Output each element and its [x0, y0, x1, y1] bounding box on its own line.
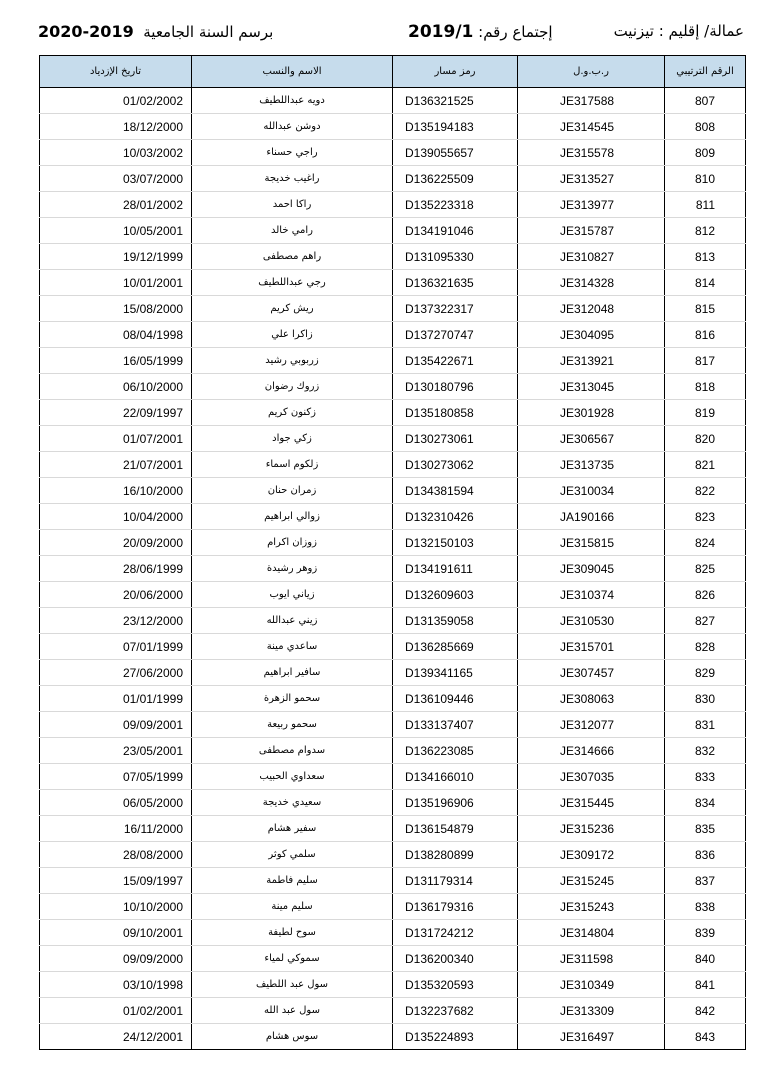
cell-name: زكنون كريم — [192, 400, 393, 426]
cell-name: سحمو ربيعة — [192, 712, 393, 738]
cell-name: سليم فاطمة — [192, 868, 393, 894]
cell-name: سلمي كوثر — [192, 842, 393, 868]
cell-name: زمران حنان — [192, 478, 393, 504]
cell-order-number: 843 — [665, 1024, 746, 1050]
cell-birthdate: 08/04/1998 — [40, 322, 192, 348]
table-row — [40, 972, 746, 998]
table-row — [40, 634, 746, 660]
cell-cne: JE309172 — [518, 842, 665, 868]
table-row — [40, 686, 746, 712]
col-header-cne: ر.ب.و.ل — [518, 56, 665, 88]
cell-cne: JE315701 — [518, 634, 665, 660]
cell-birthdate: 27/06/2000 — [40, 660, 192, 686]
cell-massar-code: D136109446 — [393, 686, 518, 712]
cell-order-number: 839 — [665, 920, 746, 946]
table-row — [40, 998, 746, 1024]
cell-name: سول عبد اللطيف — [192, 972, 393, 998]
table-row — [40, 868, 746, 894]
cell-order-number: 811 — [665, 192, 746, 218]
cell-cne: JE314666 — [518, 738, 665, 764]
cell-name: سول عبد الله — [192, 998, 393, 1024]
table-row — [40, 946, 746, 972]
cell-massar-code: D136179316 — [393, 894, 518, 920]
cell-birthdate: 16/10/2000 — [40, 478, 192, 504]
cell-name: رجي عبداللطيف — [192, 270, 393, 296]
cell-birthdate: 10/10/2000 — [40, 894, 192, 920]
cell-birthdate: 15/08/2000 — [40, 296, 192, 322]
cell-name: راهم مصطفى — [192, 244, 393, 270]
cell-cne: JE308063 — [518, 686, 665, 712]
cell-order-number: 832 — [665, 738, 746, 764]
cell-order-number: 807 — [665, 88, 746, 114]
cell-order-number: 810 — [665, 166, 746, 192]
table-row — [40, 244, 746, 270]
cell-massar-code: D132609603 — [393, 582, 518, 608]
cell-name: زلكوم اسماء — [192, 452, 393, 478]
cell-name: راغيب خديجة — [192, 166, 393, 192]
cell-birthdate: 23/12/2000 — [40, 608, 192, 634]
cell-massar-code: D133137407 — [393, 712, 518, 738]
cell-order-number: 830 — [665, 686, 746, 712]
cell-name: سحمو الزهرة — [192, 686, 393, 712]
cell-massar-code: D131095330 — [393, 244, 518, 270]
col-header-massar-code: رمز مسار — [393, 56, 518, 88]
meeting-number: 2019/1 — [408, 22, 474, 42]
cell-cne: JE316497 — [518, 1024, 665, 1050]
cell-name: زوهر رشيدة — [192, 556, 393, 582]
cell-massar-code: D139341165 — [393, 660, 518, 686]
cell-birthdate: 03/10/1998 — [40, 972, 192, 998]
cell-name: سعيدي خديجة — [192, 790, 393, 816]
cell-cne: JE314545 — [518, 114, 665, 140]
cell-order-number: 818 — [665, 374, 746, 400]
cell-name: سفير هشام — [192, 816, 393, 842]
cell-order-number: 817 — [665, 348, 746, 374]
cell-massar-code: D132150103 — [393, 530, 518, 556]
cell-order-number: 837 — [665, 868, 746, 894]
cell-order-number: 834 — [665, 790, 746, 816]
cell-cne: JE313921 — [518, 348, 665, 374]
cell-massar-code: D131724212 — [393, 920, 518, 946]
cell-cne: JE315787 — [518, 218, 665, 244]
cell-cne: JA190166 — [518, 504, 665, 530]
cell-cne: JE301928 — [518, 400, 665, 426]
cell-order-number: 828 — [665, 634, 746, 660]
table-row — [40, 192, 746, 218]
table-row — [40, 140, 746, 166]
cell-massar-code: D136285669 — [393, 634, 518, 660]
document-header — [38, 22, 744, 44]
table-row — [40, 270, 746, 296]
cell-order-number: 840 — [665, 946, 746, 972]
cell-massar-code: D138280899 — [393, 842, 518, 868]
cell-cne: JE313735 — [518, 452, 665, 478]
table-row — [40, 426, 746, 452]
table-row — [40, 790, 746, 816]
cell-cne: JE310374 — [518, 582, 665, 608]
cell-birthdate: 07/01/1999 — [40, 634, 192, 660]
cell-cne: JE315815 — [518, 530, 665, 556]
cell-order-number: 819 — [665, 400, 746, 426]
cell-birthdate: 16/05/1999 — [40, 348, 192, 374]
cell-order-number: 816 — [665, 322, 746, 348]
cell-order-number: 822 — [665, 478, 746, 504]
table-row — [40, 452, 746, 478]
table-row — [40, 582, 746, 608]
table-row — [40, 660, 746, 686]
cell-massar-code: D135422671 — [393, 348, 518, 374]
cell-massar-code: D135196906 — [393, 790, 518, 816]
cell-massar-code: D134166010 — [393, 764, 518, 790]
table-row — [40, 608, 746, 634]
col-header-order-number: الرقم الترتيبي — [665, 56, 746, 88]
table-row — [40, 712, 746, 738]
cell-birthdate: 22/09/1997 — [40, 400, 192, 426]
cell-order-number: 826 — [665, 582, 746, 608]
cell-massar-code: D136154879 — [393, 816, 518, 842]
cell-name: دوشن عبدالله — [192, 114, 393, 140]
table-row — [40, 504, 746, 530]
cell-cne: JE314804 — [518, 920, 665, 946]
cell-massar-code: D137322317 — [393, 296, 518, 322]
table-row — [40, 478, 746, 504]
col-header-birthdate: تاريخ الإزدياد — [40, 56, 192, 88]
cell-massar-code: D135224893 — [393, 1024, 518, 1050]
cell-name: زوزان اكرام — [192, 530, 393, 556]
cell-massar-code: D136223085 — [393, 738, 518, 764]
cell-birthdate: 06/10/2000 — [40, 374, 192, 400]
cell-birthdate: 21/07/2001 — [40, 452, 192, 478]
cell-cne: JE315236 — [518, 816, 665, 842]
table-row — [40, 88, 746, 114]
cell-cne: JE307035 — [518, 764, 665, 790]
cell-birthdate: 23/05/2001 — [40, 738, 192, 764]
cell-birthdate: 01/02/2002 — [40, 88, 192, 114]
cell-name: سافير ابراهيم — [192, 660, 393, 686]
cell-birthdate: 01/02/2001 — [40, 998, 192, 1024]
cell-order-number: 842 — [665, 998, 746, 1024]
cell-name: سعداوي الحبيب — [192, 764, 393, 790]
cell-name: ساعدي مينة — [192, 634, 393, 660]
cell-massar-code: D131359058 — [393, 608, 518, 634]
cell-cne: JE310034 — [518, 478, 665, 504]
cell-massar-code: D136321635 — [393, 270, 518, 296]
cell-name: زكي جواد — [192, 426, 393, 452]
cell-birthdate: 15/09/1997 — [40, 868, 192, 894]
table-body — [40, 88, 746, 1050]
cell-massar-code: D132237682 — [393, 998, 518, 1024]
cell-birthdate: 10/03/2002 — [40, 140, 192, 166]
cell-name: زربوبي رشيد — [192, 348, 393, 374]
cell-birthdate: 19/12/1999 — [40, 244, 192, 270]
cell-birthdate: 20/06/2000 — [40, 582, 192, 608]
cell-name: راجي حسناء — [192, 140, 393, 166]
table-row — [40, 816, 746, 842]
cell-cne: JE312048 — [518, 296, 665, 322]
cell-cne: JE313309 — [518, 998, 665, 1024]
cell-birthdate: 09/09/2000 — [40, 946, 192, 972]
cell-massar-code: D130273062 — [393, 452, 518, 478]
cell-order-number: 833 — [665, 764, 746, 790]
meeting-info — [408, 22, 553, 42]
cell-order-number: 841 — [665, 972, 746, 998]
cell-name: زيني عبدالله — [192, 608, 393, 634]
table-row — [40, 322, 746, 348]
table-row — [40, 920, 746, 946]
cell-name: سليم مينة — [192, 894, 393, 920]
cell-cne: JE312077 — [518, 712, 665, 738]
cell-cne: JE313527 — [518, 166, 665, 192]
cell-birthdate: 28/06/1999 — [40, 556, 192, 582]
cell-order-number: 824 — [665, 530, 746, 556]
cell-cne: JE313045 — [518, 374, 665, 400]
table-row — [40, 1024, 746, 1050]
cell-massar-code: D131179314 — [393, 868, 518, 894]
table-row — [40, 218, 746, 244]
cell-order-number: 835 — [665, 816, 746, 842]
table-header-row — [40, 56, 746, 88]
cell-order-number: 838 — [665, 894, 746, 920]
cell-cne: JE307457 — [518, 660, 665, 686]
cell-massar-code: D132310426 — [393, 504, 518, 530]
table-row — [40, 842, 746, 868]
cell-cne: JE315245 — [518, 868, 665, 894]
cell-cne: JE315578 — [518, 140, 665, 166]
cell-cne: JE311598 — [518, 946, 665, 972]
cell-name: راكا احمد — [192, 192, 393, 218]
cell-massar-code: D134191611 — [393, 556, 518, 582]
cell-order-number: 813 — [665, 244, 746, 270]
cell-cne: JE314328 — [518, 270, 665, 296]
cell-name: سوس هشام — [192, 1024, 393, 1050]
cell-cne: JE304095 — [518, 322, 665, 348]
cell-massar-code: D136321525 — [393, 88, 518, 114]
table-row — [40, 296, 746, 322]
table-row — [40, 556, 746, 582]
cell-order-number: 827 — [665, 608, 746, 634]
cell-birthdate: 28/01/2002 — [40, 192, 192, 218]
cell-order-number: 831 — [665, 712, 746, 738]
cell-massar-code: D136200340 — [393, 946, 518, 972]
cell-birthdate: 03/07/2000 — [40, 166, 192, 192]
table-row — [40, 530, 746, 556]
table-row — [40, 114, 746, 140]
cell-massar-code: D134191046 — [393, 218, 518, 244]
cell-order-number: 825 — [665, 556, 746, 582]
academic-year — [38, 22, 273, 41]
cell-order-number: 836 — [665, 842, 746, 868]
cell-cne: JE309045 — [518, 556, 665, 582]
cell-cne: JE310530 — [518, 608, 665, 634]
cell-order-number: 814 — [665, 270, 746, 296]
cell-birthdate: 07/05/1999 — [40, 764, 192, 790]
cell-order-number: 815 — [665, 296, 746, 322]
cell-name: زاكرا علي — [192, 322, 393, 348]
cell-cne: JE310827 — [518, 244, 665, 270]
cell-birthdate: 09/09/2001 — [40, 712, 192, 738]
cell-birthdate: 10/04/2000 — [40, 504, 192, 530]
cell-massar-code: D130180796 — [393, 374, 518, 400]
cell-massar-code: D130273061 — [393, 426, 518, 452]
cell-birthdate: 06/05/2000 — [40, 790, 192, 816]
cell-massar-code: D136225509 — [393, 166, 518, 192]
cell-cne: JE317588 — [518, 88, 665, 114]
cell-birthdate: 01/07/2001 — [40, 426, 192, 452]
cell-cne: JE315243 — [518, 894, 665, 920]
meeting-label: إجتماع رقم: — [478, 23, 553, 41]
cell-massar-code: D135180858 — [393, 400, 518, 426]
cell-massar-code: D135320593 — [393, 972, 518, 998]
cell-cne: JE315445 — [518, 790, 665, 816]
cell-massar-code: D139055657 — [393, 140, 518, 166]
cell-birthdate: 20/09/2000 — [40, 530, 192, 556]
region-label: عمالة/ إقليم : تيزنيت — [613, 22, 744, 40]
cell-order-number: 820 — [665, 426, 746, 452]
cell-order-number: 809 — [665, 140, 746, 166]
table-row — [40, 738, 746, 764]
cell-order-number: 829 — [665, 660, 746, 686]
cell-cne: JE310349 — [518, 972, 665, 998]
cell-name: زروك رضوان — [192, 374, 393, 400]
cell-name: ريش كريم — [192, 296, 393, 322]
cell-name: زياني ايوب — [192, 582, 393, 608]
table-row — [40, 374, 746, 400]
cell-order-number: 812 — [665, 218, 746, 244]
table-row — [40, 894, 746, 920]
cell-birthdate: 18/12/2000 — [40, 114, 192, 140]
cell-order-number: 821 — [665, 452, 746, 478]
cell-name: رامي خالد — [192, 218, 393, 244]
cell-name: سدوام مصطفى — [192, 738, 393, 764]
cell-birthdate: 16/11/2000 — [40, 816, 192, 842]
cell-name: دويه عبداللطيف — [192, 88, 393, 114]
cell-cne: JE306567 — [518, 426, 665, 452]
cell-massar-code: D137270747 — [393, 322, 518, 348]
cell-massar-code: D134381594 — [393, 478, 518, 504]
cell-name: سموكي لمياء — [192, 946, 393, 972]
cell-birthdate: 09/10/2001 — [40, 920, 192, 946]
academic-year-value: 2020-2019 — [38, 22, 134, 41]
academic-year-label: برسم السنة الجامعية — [143, 23, 274, 41]
cell-birthdate: 10/05/2001 — [40, 218, 192, 244]
cell-massar-code: D135194183 — [393, 114, 518, 140]
cell-birthdate: 28/08/2000 — [40, 842, 192, 868]
students-table — [39, 55, 746, 1050]
col-header-name: الاسم والنسب — [192, 56, 393, 88]
cell-order-number: 823 — [665, 504, 746, 530]
cell-birthdate: 24/12/2001 — [40, 1024, 192, 1050]
table-row — [40, 400, 746, 426]
cell-order-number: 808 — [665, 114, 746, 140]
cell-birthdate: 10/01/2001 — [40, 270, 192, 296]
cell-massar-code: D135223318 — [393, 192, 518, 218]
cell-birthdate: 01/01/1999 — [40, 686, 192, 712]
cell-name: زوالي ابراهيم — [192, 504, 393, 530]
cell-cne: JE313977 — [518, 192, 665, 218]
table-row — [40, 348, 746, 374]
table-row — [40, 166, 746, 192]
cell-name: سوح لطيفة — [192, 920, 393, 946]
table-row — [40, 764, 746, 790]
